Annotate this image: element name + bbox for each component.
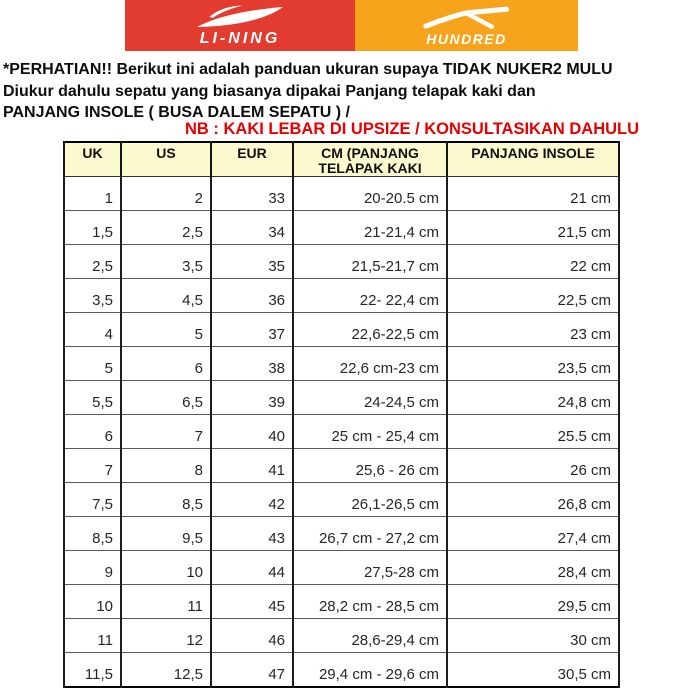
table-row <box>64 551 619 585</box>
table-cell-cm: 28,6-29,4 cm <box>293 619 447 653</box>
table-row <box>64 279 619 313</box>
nb-note: NB : KAKI LEBAR DI UPSIZE / KONSULTASIKAN DAHULU <box>185 120 640 138</box>
table-cell-us: 6 <box>121 347 211 381</box>
hundred-brand-text: HUNDRED <box>426 31 507 47</box>
table-cell-insole: 21,5 cm <box>447 211 619 245</box>
table-cell-us: 8 <box>121 449 211 483</box>
table-cell-cm: 22,6 cm-23 cm <box>293 347 447 381</box>
header-cell-uk: UK <box>64 142 121 177</box>
table-cell-insole: 23 cm <box>447 313 619 347</box>
table-row <box>64 211 619 245</box>
table-cell-cm: 25,6 - 26 cm <box>293 449 447 483</box>
table-cell-eur: 38 <box>211 347 293 381</box>
table-cell-uk: 1 <box>64 177 121 211</box>
table-row <box>64 381 619 415</box>
table-row <box>64 653 619 687</box>
table-cell-insole: 26 cm <box>447 449 619 483</box>
header-cell-eur: EUR <box>211 142 293 177</box>
table-cell-eur: 39 <box>211 381 293 415</box>
table-cell-eur: 33 <box>211 177 293 211</box>
table-row <box>64 313 619 347</box>
table-cell-cm: 22- 22,4 cm <box>293 279 447 313</box>
table-cell-us: 10 <box>121 551 211 585</box>
table-cell-insole: 30 cm <box>447 619 619 653</box>
table-cell-us: 5 <box>121 313 211 347</box>
table-cell-eur: 34 <box>211 211 293 245</box>
table-cell-insole: 23,5 cm <box>447 347 619 381</box>
table-cell-cm: 24-24,5 cm <box>293 381 447 415</box>
table-cell-uk: 11 <box>64 619 121 653</box>
table-cell-cm: 25 cm - 25,4 cm <box>293 415 447 449</box>
table-cell-us: 12,5 <box>121 653 211 687</box>
table-cell-eur: 41 <box>211 449 293 483</box>
brand-banners <box>125 0 578 51</box>
size-table-body <box>64 177 619 687</box>
table-cell-eur: 46 <box>211 619 293 653</box>
warning-line-1: *PERHATIAN!! Berikut ini adalah panduan ukuran supaya TIDAK NUKER2 MULU <box>3 61 613 78</box>
table-cell-us: 11 <box>121 585 211 619</box>
table-row <box>64 517 619 551</box>
table-cell-uk: 7,5 <box>64 483 121 517</box>
table-cell-eur: 44 <box>211 551 293 585</box>
table-cell-us: 8,5 <box>121 483 211 517</box>
table-cell-cm: 27,5-28 cm <box>293 551 447 585</box>
lining-logo-icon <box>194 4 286 30</box>
table-cell-insole: 25.5 cm <box>447 415 619 449</box>
table-cell-uk: 6 <box>64 415 121 449</box>
table-cell-cm: 22,6-22,5 cm <box>293 313 447 347</box>
warning-line-2: Diukur dahulu sepatu yang biasanya dipakai Panjang telapak kaki dan <box>3 82 536 100</box>
lining-brand-text: LI-NING <box>199 30 281 47</box>
hundred-logo-icon <box>423 5 511 31</box>
header-row <box>64 142 619 177</box>
table-cell-eur: 37 <box>211 313 293 347</box>
table-cell-uk: 8,5 <box>64 517 121 551</box>
table-cell-uk: 10 <box>64 585 121 619</box>
table-cell-cm: 21,5-21,7 cm <box>293 245 447 279</box>
table-cell-insole: 22,5 cm <box>447 279 619 313</box>
table-cell-eur: 40 <box>211 415 293 449</box>
table-cell-uk: 11,5 <box>64 653 121 687</box>
table-cell-us: 6,5 <box>121 381 211 415</box>
table-cell-eur: 35 <box>211 245 293 279</box>
table-cell-cm: 21-21,4 cm <box>293 211 447 245</box>
header-cell-cm: CM (PANJANG TELAPAK KAKI <box>293 142 447 177</box>
table-cell-uk: 4 <box>64 313 121 347</box>
table-row <box>64 585 619 619</box>
table-cell-us: 2 <box>121 177 211 211</box>
header-cell-insole: PANJANG INSOLE <box>447 142 619 177</box>
table-cell-cm: 26,1-26,5 cm <box>293 483 447 517</box>
warning-line-3: PANJANG INSOLE ( BUSA DALEM SEPATU ) / <box>3 104 350 121</box>
table-cell-uk: 1,5 <box>64 211 121 245</box>
table-cell-uk: 2,5 <box>64 245 121 279</box>
table-row <box>64 415 619 449</box>
table-cell-eur: 43 <box>211 517 293 551</box>
table-row <box>64 245 619 279</box>
table-cell-eur: 47 <box>211 653 293 687</box>
table-cell-insole: 22 cm <box>447 245 619 279</box>
header-cell-us: US <box>121 142 211 177</box>
table-cell-us: 2,5 <box>121 211 211 245</box>
table-cell-eur: 36 <box>211 279 293 313</box>
hundred-banner <box>355 0 578 51</box>
table-cell-us: 3,5 <box>121 245 211 279</box>
table-cell-us: 4,5 <box>121 279 211 313</box>
warning-text <box>3 59 613 124</box>
table-row <box>64 483 619 517</box>
table-cell-uk: 3,5 <box>64 279 121 313</box>
table-cell-insole: 28,4 cm <box>447 551 619 585</box>
table-cell-us: 12 <box>121 619 211 653</box>
table-cell-uk: 7 <box>64 449 121 483</box>
size-chart-table <box>63 141 620 688</box>
table-cell-uk: 5 <box>64 347 121 381</box>
table-cell-uk: 5,5 <box>64 381 121 415</box>
table-cell-us: 7 <box>121 415 211 449</box>
table-row <box>64 177 619 211</box>
table-cell-us: 9,5 <box>121 517 211 551</box>
lining-banner <box>125 0 355 51</box>
table-cell-eur: 42 <box>211 483 293 517</box>
table-cell-insole: 30,5 cm <box>447 653 619 687</box>
table-cell-cm: 28,2 cm - 28,5 cm <box>293 585 447 619</box>
table-cell-cm: 20-20.5 cm <box>293 177 447 211</box>
table-cell-insole: 27,4 cm <box>447 517 619 551</box>
table-cell-insole: 24,8 cm <box>447 381 619 415</box>
table-cell-insole: 21 cm <box>447 177 619 211</box>
table-row <box>64 347 619 381</box>
table-cell-cm: 26,7 cm - 27,2 cm <box>293 517 447 551</box>
table-cell-insole: 29,5 cm <box>447 585 619 619</box>
table-cell-insole: 26,8 cm <box>447 483 619 517</box>
table-cell-uk: 9 <box>64 551 121 585</box>
table-row <box>64 619 619 653</box>
table-row <box>64 449 619 483</box>
table-cell-cm: 29,4 cm - 29,6 cm <box>293 653 447 687</box>
table-cell-eur: 45 <box>211 585 293 619</box>
